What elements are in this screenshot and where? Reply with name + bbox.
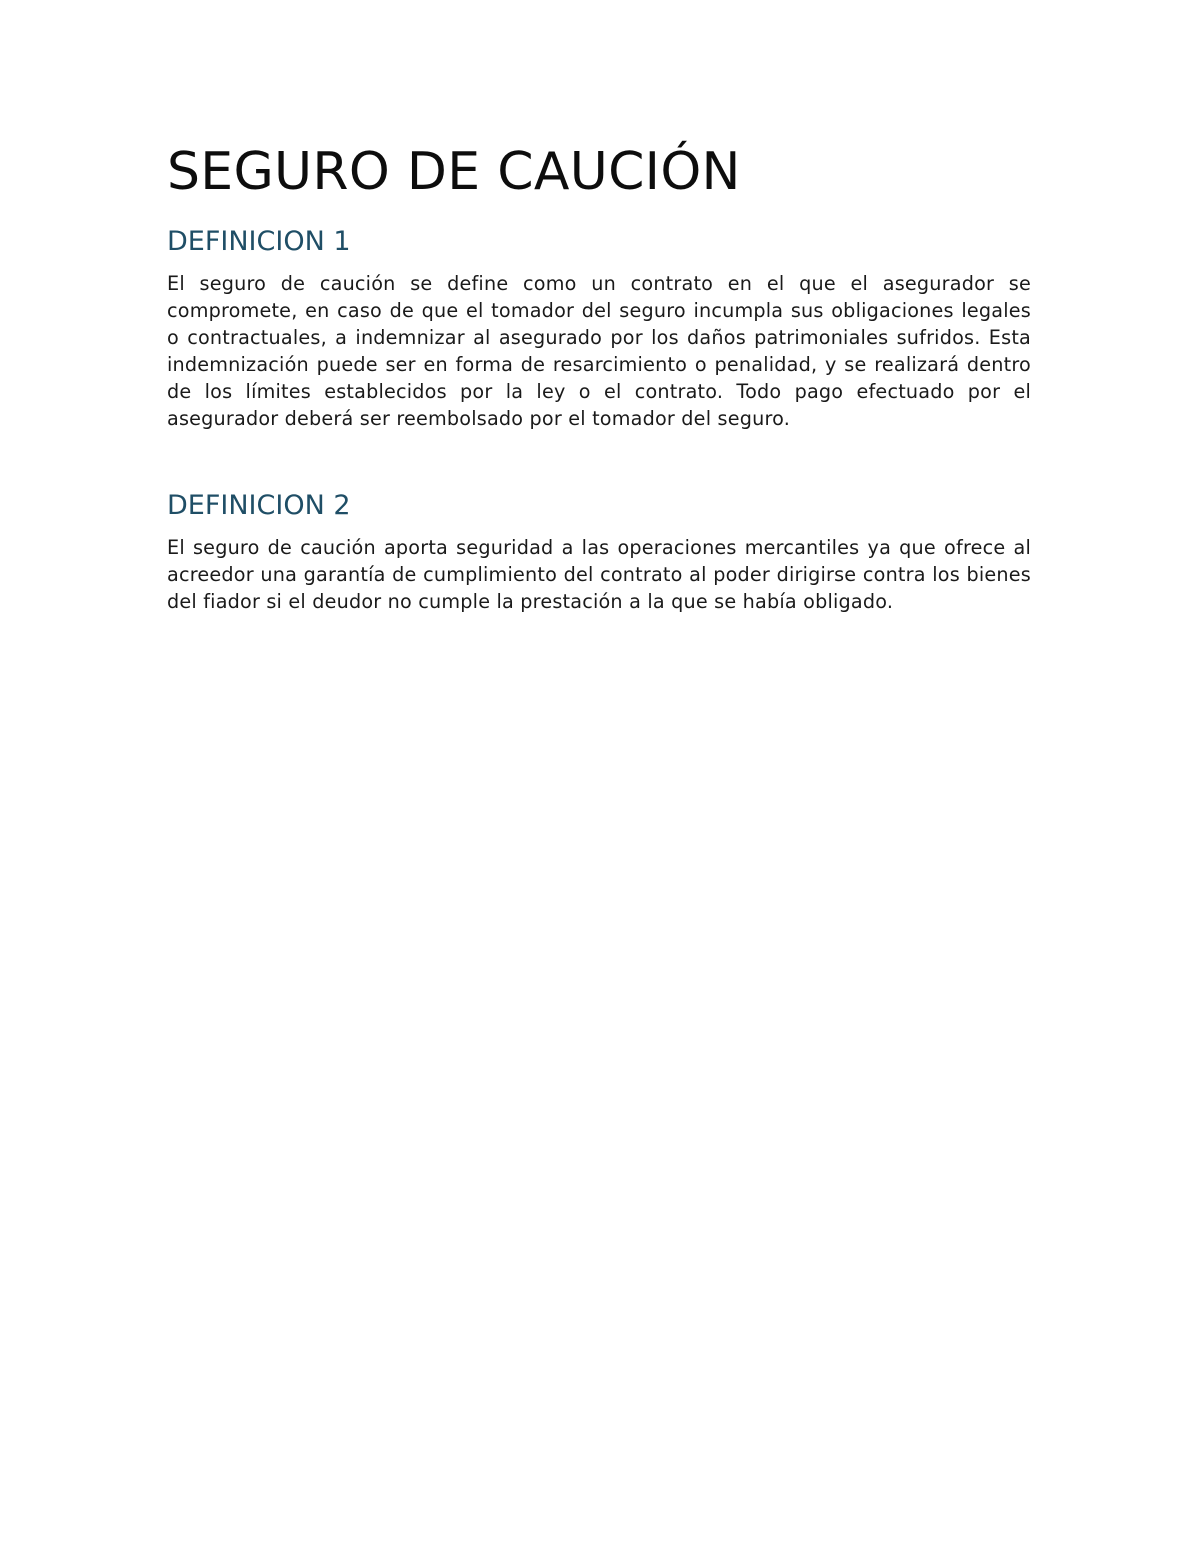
document-title: SEGURO DE CAUCIÓN [167, 142, 741, 202]
section-heading-definicion-2: DEFINICION 2 [167, 490, 351, 521]
section-heading-definicion-1: DEFINICION 1 [167, 226, 351, 257]
section-body-definicion-1: El seguro de caución se define como un contrato en el que el asegurador se compromete, en caso de que el tomador del seguro incumpla sus obligaciones legales o contractuales, a indemnizar al asegurado por los daños patrimoniales sufridos. Esta indemnización puede ser en forma de resarcimiento o penalidad, y se realizará dentro de los límites establecidos por la ley o el contrato. Todo pago efectuado por el asegurador deberá ser reembolsado por el tomador del seguro. [167, 272, 1031, 430]
section-body-definicion-2: El seguro de caución aporta seguridad a las operaciones mercantiles ya que ofrece al acreedor una garantía de cumplimiento del contrato al poder dirigirse contra los bienes del fiador si el deudor no cumple la prestación a la que se había obligado. [167, 536, 1031, 613]
document-content [167, 138, 1031, 615]
